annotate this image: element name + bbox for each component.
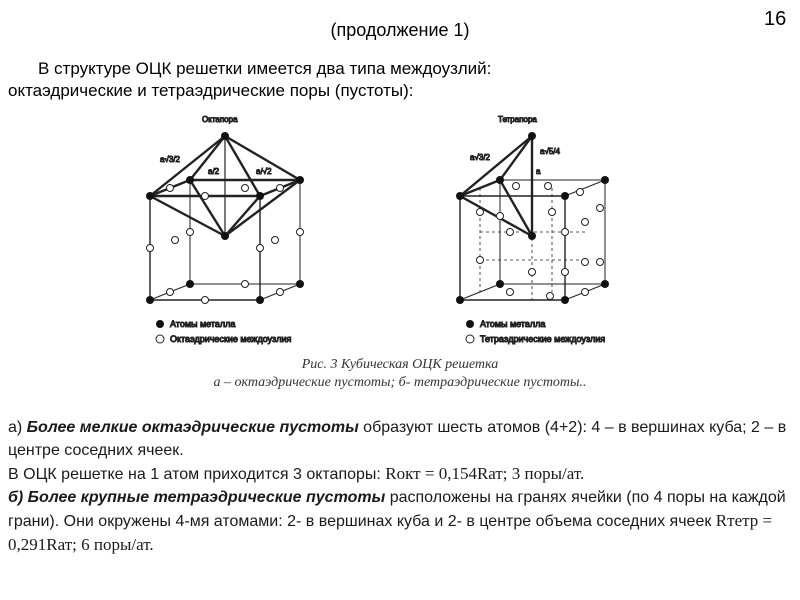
octa-title: Октапора bbox=[202, 115, 238, 124]
slide-title: (продолжение 1) bbox=[330, 20, 470, 40]
caption-line-1: Рис. 3 Кубическая ОЦК решетка bbox=[301, 357, 499, 372]
tetra-legend-pores: Тетраэдрические междоузлия bbox=[480, 334, 606, 344]
figure-caption bbox=[0, 356, 800, 392]
body-text bbox=[8, 416, 792, 557]
octa-radius-formula: Rокт = 0,154Rат; 3 поры/ат. bbox=[385, 464, 585, 483]
octa-legend-metal: Атомы металла bbox=[170, 319, 236, 329]
tetrahedral-emphasis: б) Более крупные тетраэдрические пустоты bbox=[8, 489, 386, 506]
octahedral-cell-diagram bbox=[146, 115, 304, 344]
page-number: 16 bbox=[764, 8, 787, 30]
octa-label-a: a√3/2 bbox=[160, 155, 180, 164]
tetra-interstitial-sites bbox=[477, 183, 604, 300]
paragraph-octapores bbox=[8, 462, 792, 486]
octa-legend-pores: Октаэдрические междоузлия bbox=[170, 334, 292, 344]
tetra-label-a: a√3/2 bbox=[470, 153, 490, 162]
paragraph-a-prefix: а) bbox=[8, 419, 27, 436]
paragraph-octahedral bbox=[8, 416, 792, 462]
caption-line-2: а – октаэдрические пустоты; б- тетраэдрические пустоты.. bbox=[213, 375, 587, 390]
tetra-legend-metal: Атомы металла bbox=[480, 319, 546, 329]
tetrahedron bbox=[460, 136, 532, 236]
tetra-label-c: a bbox=[536, 167, 541, 176]
octa-label-b: a/2 bbox=[208, 167, 220, 176]
octahedral-emphasis: Более мелкие октаэдрические пустоты bbox=[26, 419, 359, 436]
paragraph-a-rest: образуют шесть атомов (4+2): 4 – в вершинах куба; 2 – в центре соседних ячеек. bbox=[8, 419, 787, 459]
tetra-radius-formula: Rтетр = 0,291Rат; 6 поры/ат. bbox=[8, 511, 773, 554]
octa-label-c: a/√2 bbox=[256, 167, 272, 176]
intro-line-2: октаэдрические и тетраэдрические поры (пустоты): bbox=[8, 81, 414, 100]
octapores-text: В ОЦК решетке на 1 атом приходится 3 октапоры: bbox=[8, 466, 386, 483]
tetrahedral-cell-diagram bbox=[456, 115, 609, 344]
paragraph-c-rest: расположены на гранях ячейки (по 4 поры на каждой грани). Они окружены 4-мя атомами: 2- в вершинах куба и 2- в центре объема соседних ячеек bbox=[8, 489, 786, 530]
tetra-title: Тетрапора bbox=[498, 115, 537, 124]
bcc-lattice-figure bbox=[140, 112, 660, 352]
intro-text bbox=[8, 58, 788, 102]
paragraph-tetrahedral bbox=[8, 486, 792, 557]
intro-line-1: В структуре ОЦК решетки имеется два типа междоузлий: bbox=[38, 59, 492, 78]
tetra-label-b: a√5/4 bbox=[540, 147, 560, 156]
